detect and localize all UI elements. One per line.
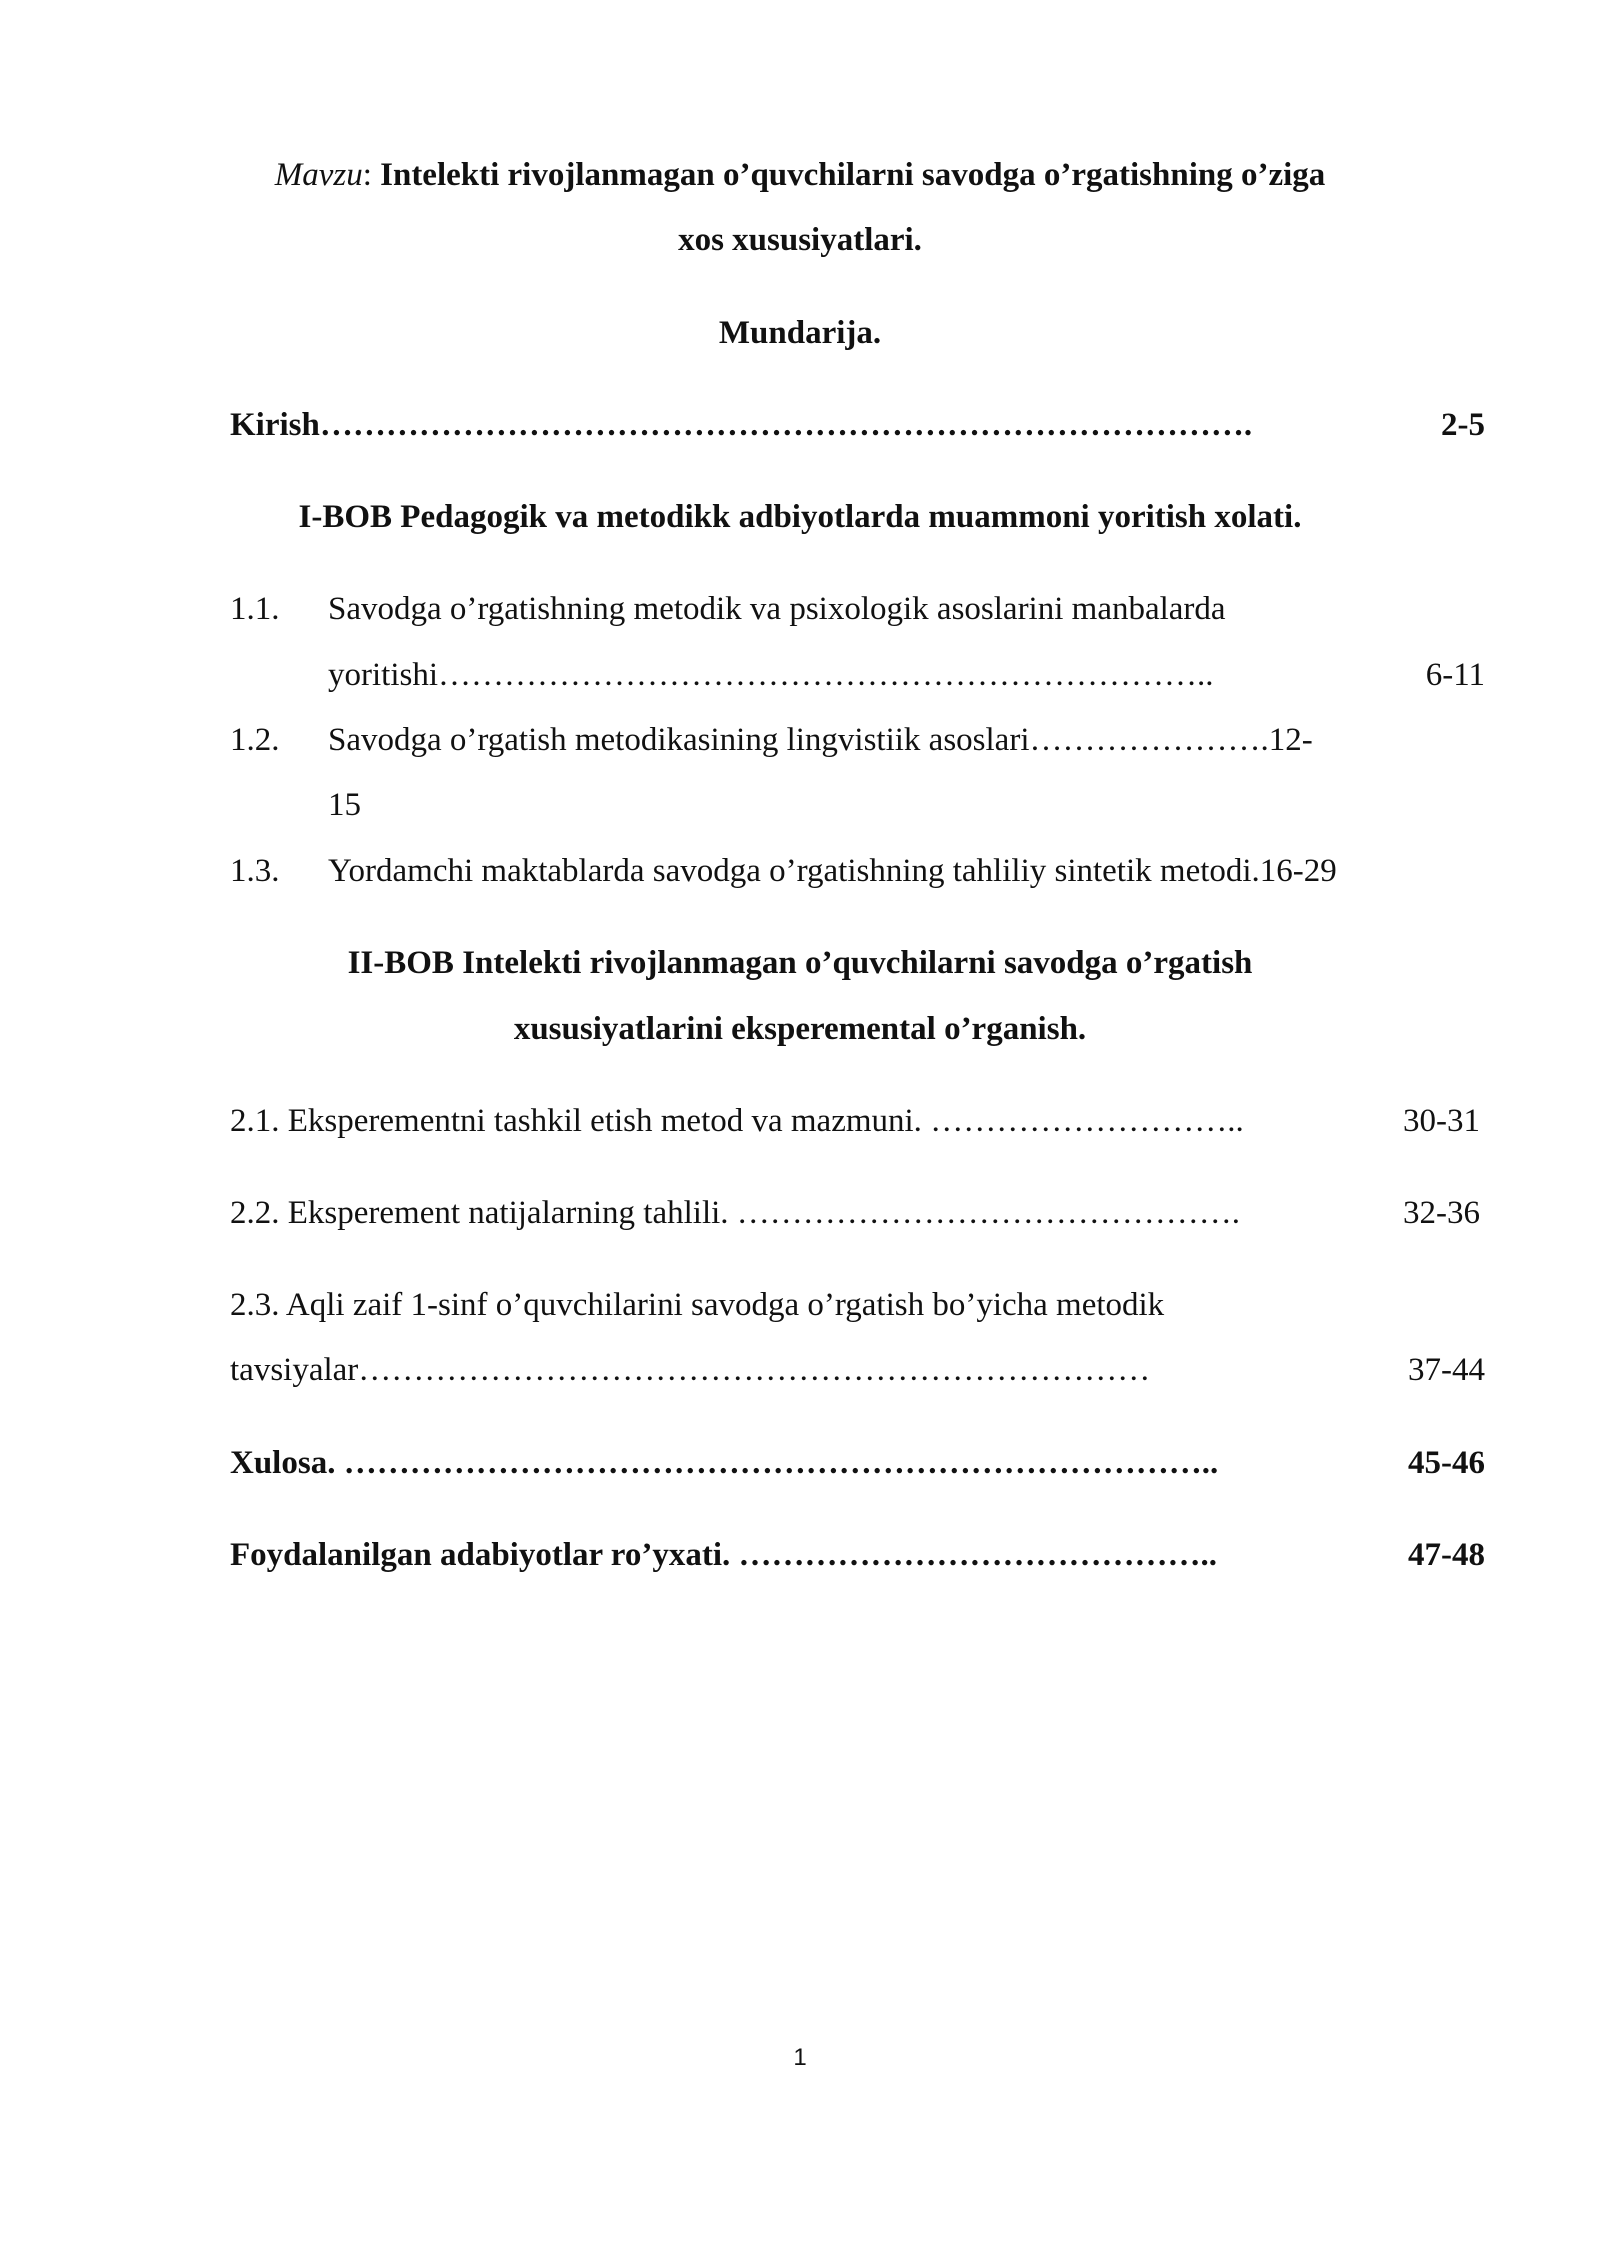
toc-1-1-number: 1.1. xyxy=(230,591,280,627)
toc-references xyxy=(230,1535,1485,1575)
toc-2-2 xyxy=(230,1193,1480,1233)
chapter-2-title-line-1: II-BOB Intelekti rivojlanmagan o’quvchilarni savodga o’rgatish xyxy=(347,945,1253,981)
toc-2-3-line-1: 2.3. Aqli zaif 1-sinf o’quvchilarini savodga o’rgatish bo’yicha metodik xyxy=(230,1287,1165,1323)
topic-colon: : xyxy=(362,157,372,193)
toc-2-2-dots: ………………………………………. xyxy=(736,1195,1241,1231)
toc-2-1-label: 2.1. Eksperementni tashkil etish metod va mazmuni. xyxy=(230,1103,931,1139)
toc-conclusion xyxy=(230,1443,1485,1483)
toc-conclusion-label: Xulosa. xyxy=(230,1445,344,1481)
toc-1-1-label: yoritishi xyxy=(328,657,439,693)
topic-title-line-2: xos xususiyatlari. xyxy=(678,222,922,258)
toc-2-2-pages: 32-36 xyxy=(1403,1195,1480,1231)
topic-line-1 xyxy=(0,155,1600,195)
toc-intro-label: Kirish xyxy=(230,407,320,443)
toc-1-1-dots: …………………………………………………………….. xyxy=(438,657,1214,693)
toc-2-1 xyxy=(230,1101,1480,1141)
chapter-2-title-line-2: xususiyatlarini eksperemental o’rganish. xyxy=(513,1011,1087,1047)
toc-intro-pages: 2-5 xyxy=(1441,407,1485,443)
toc-1-3-line-1: Yordamchi maktablarda savodga o’rgatishning tahliliy sintetik metodi.16-29 xyxy=(328,853,1337,889)
contents-title: Mundarija. xyxy=(718,315,882,351)
toc-2-3-pages: 37-44 xyxy=(1408,1352,1485,1388)
toc-2-3-label: tavsiyalar xyxy=(230,1352,359,1388)
topic-title-line-1: Intelekti rivojlanmagan o’quvchilarni savodga o’rgatishning o’ziga xyxy=(380,157,1326,193)
toc-1-2-line-1 xyxy=(328,720,1313,760)
toc-1-2-label: Savodga o’rgatish metodikasining lingvistiik asoslari xyxy=(328,722,1030,758)
toc-2-3-line-2 xyxy=(230,1350,1485,1390)
chapter-1-title: I-BOB Pedagogik va metodikk adbiyotlarda muammoni yoritish xolati. xyxy=(298,499,1302,535)
toc-2-1-pages: 30-31 xyxy=(1403,1103,1480,1139)
toc-1-1-line-1: Savodga o’rgatishning metodik va psixologik asoslarini manbalarda xyxy=(328,591,1226,627)
toc-2-2-label: 2.2. Eksperement natijalarning tahlili. xyxy=(230,1195,737,1231)
toc-1-2-line-2: 15 xyxy=(328,787,361,823)
toc-references-dots: …………………………………….. xyxy=(738,1537,1218,1573)
toc-1-2-pages: 12- xyxy=(1268,722,1313,758)
toc-1-3-number: 1.3. xyxy=(230,853,280,889)
toc-1-2-number: 1.2. xyxy=(230,722,280,758)
toc-1-1-line-2 xyxy=(328,655,1485,695)
toc-conclusion-dots: …………………………………………………………………….. xyxy=(343,1445,1219,1481)
topic-label: Mavzu xyxy=(274,157,363,193)
toc-1-1-pages: 6-11 xyxy=(1425,657,1485,693)
toc-conclusion-pages: 45-46 xyxy=(1408,1445,1485,1481)
toc-2-1-dots: ……………………….. xyxy=(930,1103,1244,1139)
toc-references-pages: 47-48 xyxy=(1408,1537,1485,1573)
toc-intro xyxy=(230,405,1485,445)
page-number: 1 xyxy=(793,2044,807,2071)
toc-1-2-dots: …………………. xyxy=(1029,722,1269,758)
toc-2-3-dots: ……………………………………………………………… xyxy=(358,1352,1151,1388)
toc-references-label: Foydalanilgan adabiyotlar ro’yxati. xyxy=(230,1537,739,1573)
toc-intro-dots: …………………………………………………………………………. xyxy=(319,407,1253,443)
